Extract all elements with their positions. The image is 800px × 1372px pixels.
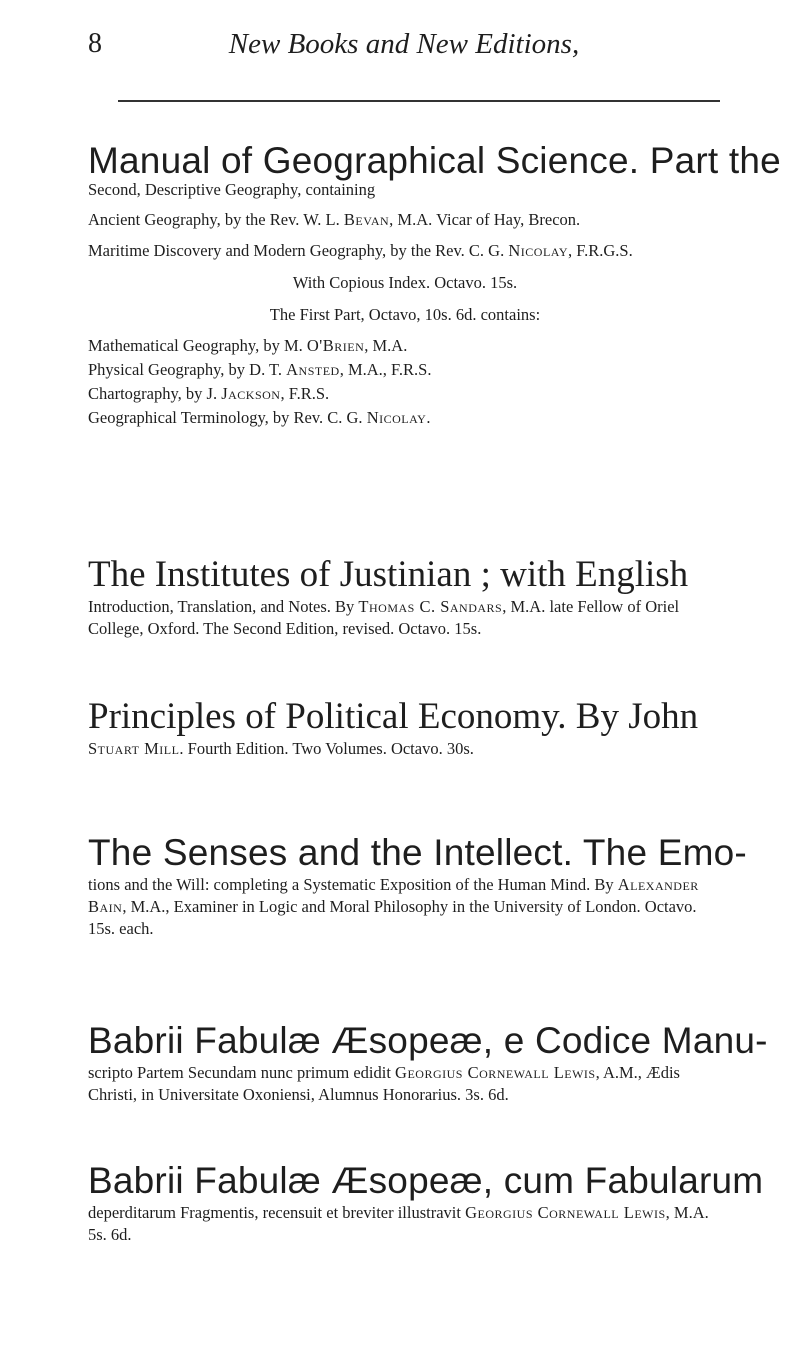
running-head-title: New Books and New Editions, xyxy=(228,28,580,60)
entry-geographical-science xyxy=(88,140,781,429)
header-rule xyxy=(118,100,720,102)
list-item: Maritime Discovery and Modern Geography, by the Rev. C. G. Nicolay, F.R.G.S. xyxy=(88,241,633,260)
contents-list xyxy=(88,335,722,429)
entry-title: Babrii Fabulæ Æsopeæ, cum Fabularum xyxy=(88,1160,764,1201)
entry-senses-intellect xyxy=(88,832,747,940)
entry-babrii-fragmentis xyxy=(88,1160,764,1246)
list-item: Chartography, by J. Jackson, F.R.S. xyxy=(88,384,330,403)
entry-title: Principles of Political Economy. By John xyxy=(88,696,699,737)
list-item: Geographical Terminology, by Rev. C. G. Nicolay. xyxy=(88,408,431,427)
entry-subtitle: Second, Descriptive Geography, containing xyxy=(88,180,376,199)
entry-title: Babrii Fabulæ Æsopeæ, e Codice Manu- xyxy=(88,1020,768,1061)
running-head xyxy=(88,28,720,76)
entry-title: Manual of Geographical Science. Part the xyxy=(88,140,781,181)
entry-political-economy xyxy=(88,696,722,760)
first-part-note: The First Part, Octavo, 10s. 6d. contains: xyxy=(269,305,541,324)
entry-description: Introduction, Translation, and Notes. By Thomas C. Sandars, M.A. late Fellow of Oriel College, Oxford. The Second Edition, revised. Octavo. 15s. xyxy=(88,597,680,638)
list-item: Mathematical Geography, by M. O'Brien, M.A. xyxy=(88,336,408,355)
entry-description: Stuart Mill. Fourth Edition. Two Volumes. Octavo. 30s. xyxy=(88,739,474,758)
entry-description: tions and the Will: completing a Systematic Exposition of the Human Mind. By Alexander Bain, M.A., Examiner in Logic and Moral Philosophy in the University of London. Octavo. 15s. each. xyxy=(88,875,699,938)
index-note: With Copious Index. Octavo. 15s. xyxy=(292,273,518,292)
entry-babrii-codice xyxy=(88,1020,768,1106)
list-item: Physical Geography, by D. T. Ansted, M.A., F.R.S. xyxy=(88,360,432,379)
page-number: 8 xyxy=(88,28,102,59)
entry-description: deperditarum Fragmentis, recensuit et breviter illustravit Georgius Cornewall Lewis, M.A. 5s. 6d. xyxy=(88,1203,709,1244)
entry-title: The Senses and the Intellect. The Emo- xyxy=(88,832,747,873)
entry-institutes-justinian xyxy=(88,554,722,640)
entry-title: The Institutes of Justinian ; with English xyxy=(88,554,689,595)
list-item: Ancient Geography, by the Rev. W. L. Bevan, M.A. Vicar of Hay, Brecon. xyxy=(88,210,581,229)
entry-description: scripto Partem Secundam nunc primum edidit Georgius Cornewall Lewis, A.M., Ædis Christi, in Universitate Oxoniensi, Alumnus Honorarius. 3s. 6d. xyxy=(88,1063,680,1104)
